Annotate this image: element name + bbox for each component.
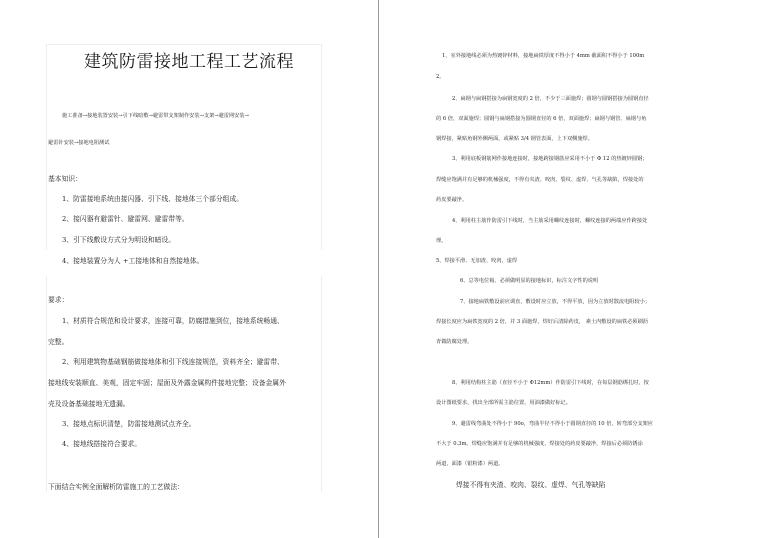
right-line-1: 1、室外接地线必须为热镀锌材料，接地扁铁厚度不得小于 4mm 截面积不得小于 100m <box>442 53 645 59</box>
req-4: 4、接地线搭接符合要求。 <box>62 440 142 448</box>
right-line-15: 青做防腐处理。 <box>436 339 473 345</box>
req-2-line-b: 接地线安装顺直、美观，固定牢固；屋面及外露金属构件接地完整；设备金属外 <box>48 379 286 387</box>
right-line-16: 8、利用结构柱主筋（直径不小于 Φ12mm）作防雷引下线时，在每层钢筋绑扎时，按 <box>452 380 649 386</box>
flow-line-1: 施工准备→接地装置安装→引下线暗敷→避雷带支架制作安装→支架→避雷网安装→ <box>62 113 249 119</box>
right-line-20: 两道，面漆（银粉漆）两道。 <box>436 461 504 467</box>
right-line-17: 设计图纸要求，找出全部所需主筋位置，用油漆做好标记。 <box>436 400 571 406</box>
req-1-line-b: 完整。 <box>48 338 69 346</box>
footer-text: 下面结合实例全面解析防雷施工的工艺做法： <box>48 483 184 491</box>
right-line-9: 4、利用柱主筋作防雷引下线时，当主筋采用螺纹连接时，螺纹连接的两端应作跨接处 <box>452 218 648 224</box>
flow-line-2: 避雷针安装→接地电阻测试 <box>48 140 110 146</box>
top-frame-edge <box>46 44 321 45</box>
req-2-line-c: 壳及设备基础接地无遗漏。 <box>48 400 130 408</box>
left-frame-edge-lower <box>46 276 47 492</box>
right-line-7: 焊缝应饱满并有足够的机械强度，不得有夹渣、咬肉、裂纹、虚焊、气孔等缺陷，焊接处的 <box>436 177 644 183</box>
right-line-8: 药皮要敲净。 <box>436 197 468 203</box>
right-line-3: 2、扁钢与扁钢搭接为扁钢宽度的 2 倍，不少于三面施焊；圆钢与圆钢搭接为圆钢直径 <box>452 96 649 102</box>
right-line-4: 的 6 倍，双面施焊；圆钢与扁钢搭接为圆钢直径的 6 倍，双面施焊；扁钢与钢管、扁钢与角 <box>436 116 647 122</box>
right-line-21: 焊接不得有夹渣、咬肉、裂纹、虚焊、气孔等缺陷 <box>456 481 606 489</box>
right-page <box>380 0 760 538</box>
req-1-line-a: 1、材质符合规范和设计要求，连接可靠，防腐措施到位，接地系统畅通、 <box>62 317 284 325</box>
requirements-heading: 要求： <box>48 296 69 304</box>
right-line-10: 理。 <box>436 238 447 244</box>
basics-heading: 基本知识： <box>48 175 82 183</box>
req-3: 3、接地点标识清楚，防雷接地测试点齐全。 <box>62 420 196 428</box>
right-line-14: 焊接长度应为扁铁宽度的 2 倍，并 3 面施焊，焊好后清除药皮， 素土内敷设的扁铁必须刷沥 <box>436 319 648 325</box>
basics-item-3: 3、引下线敷设方式分为明设和暗设。 <box>62 236 176 244</box>
right-line-18: 9、避雷线弯曲处不得小于 90o，弯曲半径不得小于圆钢直径的 10 倍，转弯部分支架应 <box>452 421 653 427</box>
basics-item-4: 4、接地装置分为人 +工接地体和自然接地体。 <box>62 257 204 265</box>
right-line-11: 5、焊接平滑、无加渣、咬肉、虚焊 <box>436 258 518 264</box>
right-line-6: 3、利用底板钢筋网作接地连接时，接地跨接钢筋应采用不小于 Φ 12 的热镀锌圆钢； <box>452 156 648 162</box>
basics-item-2: 2、接闪器有避雷针、避雷网、避雷带等。 <box>62 215 189 223</box>
req-2-line-a: 2、利用建筑物基础钢筋做接地体和引下线连接规范，资料齐全；避雷带、 <box>62 358 284 366</box>
right-line-2: 2。 <box>436 74 445 80</box>
right-frame-edge <box>321 44 322 250</box>
page-title: 建筑防雷接地工程工艺流程 <box>84 52 294 72</box>
right-line-13: 7、接地扁铁敷设前应调直，敷设时应立放，不得平放，因为立放时散流电阻较小； <box>460 299 651 305</box>
page-divider <box>378 0 379 538</box>
right-frame-edge-lower <box>321 276 322 492</box>
left-page <box>0 0 378 538</box>
right-line-12: 6、总等电位箱、必须做明显的接地标识，标注文字性的说明 <box>460 278 599 284</box>
left-frame-edge <box>46 44 47 250</box>
basics-item-1: 1、防雷接地系统由接闪器、引下线、接地体三个部分组成。 <box>62 195 244 203</box>
right-line-19: 不大于 0.3m。焊缝应饱满并有足够的机械强度，焊接处的药皮要敲净，焊接后必须防锈涂 <box>436 441 643 447</box>
right-line-5: 钢焊接，紧贴角钢外侧两面，或紧贴 3/4 钢管表面，上下双侧施焊。 <box>436 136 593 142</box>
